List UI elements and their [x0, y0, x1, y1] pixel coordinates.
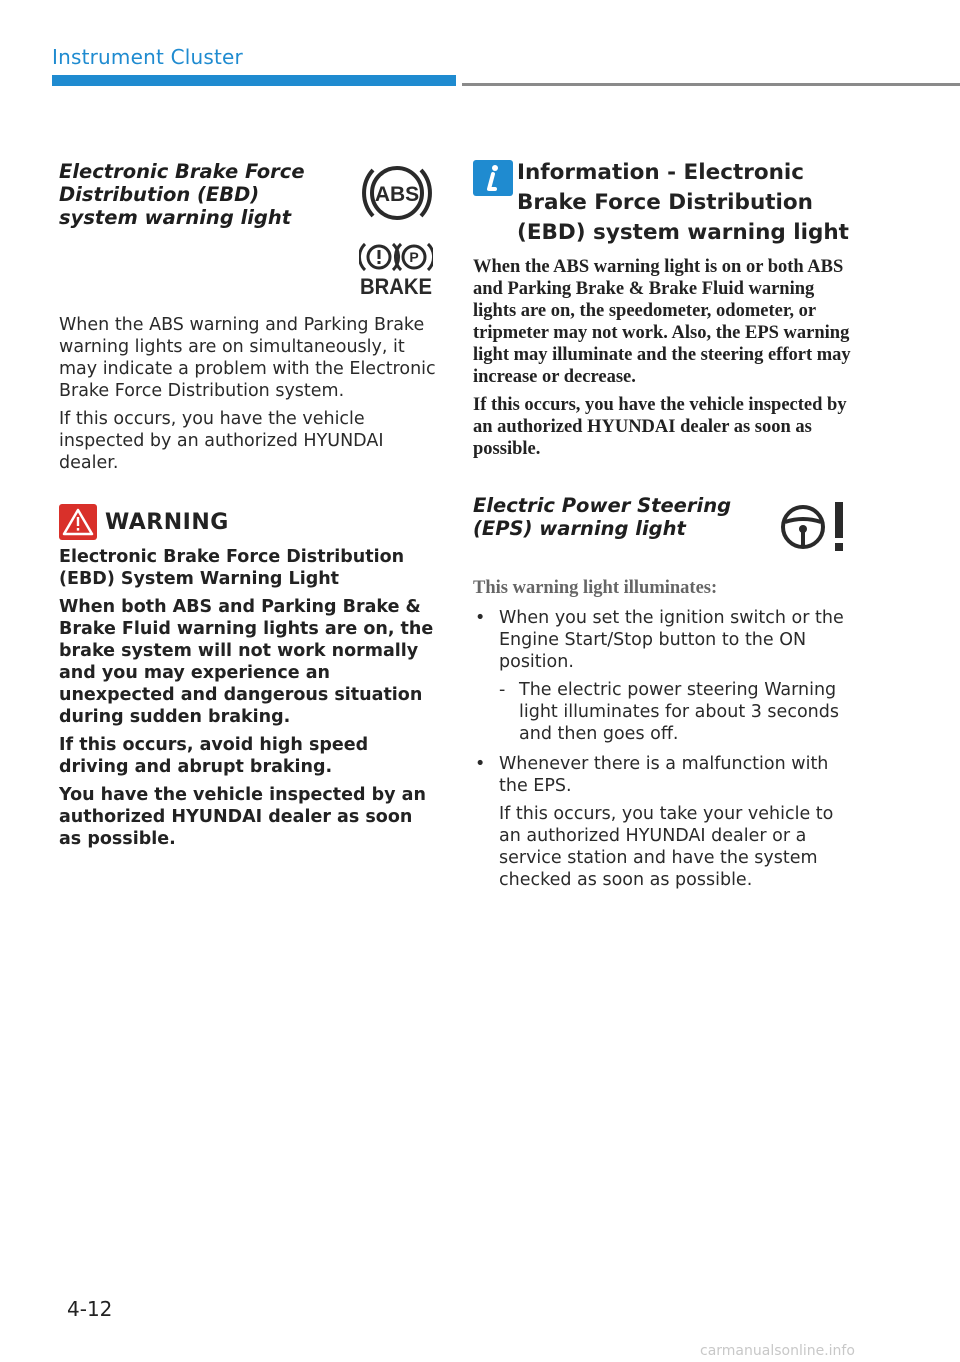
brake-icon-label: BRAKE	[360, 274, 432, 296]
bullet-marker: •	[475, 754, 486, 774]
eps-illuminates-label: This warning light illuminates:	[473, 578, 718, 598]
abs-icon-label: ABS	[374, 183, 420, 206]
eps-continuation: If this occurs, you take your vehicle to an authorized HYUNDAI dealer or a service station and have the system checked as soon as possible.	[499, 804, 834, 890]
ebd-paragraph-1: When the ABS warning and Parking Brake warning lights are on simultaneously, it may indicate a problem with the Electronic Brake Force Distribution system.	[59, 315, 436, 401]
ebd-section-header	[59, 158, 437, 308]
ebd-body	[59, 314, 437, 474]
eps-bullet-2-text: Whenever there is a malfunction with the EPS.	[499, 754, 829, 796]
bullet-marker: •	[475, 608, 486, 628]
warning-paragraph-2: When both ABS and Parking Brake & Brake Fluid warning lights are on, the brake system will not work normally and you may experience an unexpected and dangerous situation during sudden braking.	[59, 597, 434, 727]
header-rule	[462, 83, 960, 86]
info-title: Information - Electronic Brake Force Distribution (EBD) system warning light	[517, 160, 849, 245]
warning-triangle-icon	[59, 504, 97, 540]
warning-paragraph-1: Electronic Brake Force Distribution (EBD) System Warning Light	[59, 547, 405, 589]
left-column	[59, 158, 437, 850]
brake-warning-icon	[359, 240, 433, 296]
eps-bullet-1-text: When you set the ignition switch or the Engine Start/Stop button to the ON position.	[499, 608, 844, 672]
info-paragraph-1: When the ABS warning light is on or both ABS and Parking Brake & Brake Fluid warning lights are on, the speedometer, odometer, or tripmeter may not work. Also, the EPS warning light may illuminate and the steering effort may increase or decrease.	[473, 257, 851, 387]
warning-paragraph-4: You have the vehicle inspected by an authorized HYUNDAI dealer as soon as possible.	[59, 785, 426, 849]
steering-wheel-warning-icon	[779, 498, 851, 556]
eps-sub-item-1-text: The electric power steering Warning light illuminates for about 3 seconds and then goes off.	[519, 680, 839, 744]
page-number: 4-12	[67, 1297, 113, 1321]
right-column	[473, 158, 853, 891]
svg-text:P: P	[409, 249, 419, 265]
section-title: Instrument Cluster	[52, 45, 243, 69]
info-paragraph-2: If this occurs, you have the vehicle inspected by an authorized HYUNDAI dealer as soon as possible.	[473, 395, 847, 459]
warning-box	[59, 504, 437, 850]
eps-heading: Electric Power Steering (EPS) warning light	[473, 494, 732, 540]
eps-section-header	[473, 494, 853, 572]
ebd-heading: Electronic Brake Force Distribution (EBD) system warning light	[59, 160, 305, 229]
warning-title: WARNING	[105, 509, 229, 535]
abs-warning-icon	[361, 160, 433, 224]
dash-marker: -	[499, 680, 506, 700]
watermark: carmanualsonline.info	[700, 1343, 855, 1359]
eps-sub-item-1	[473, 679, 853, 745]
eps-bullet-2	[473, 753, 853, 797]
warning-title-row	[59, 504, 437, 540]
info-title-row	[473, 158, 853, 248]
warning-paragraph-3: If this occurs, avoid high speed driving and abrupt braking.	[59, 735, 369, 777]
ebd-paragraph-2: If this occurs, you have the vehicle inspected by an authorized HYUNDAI dealer.	[59, 409, 384, 473]
eps-bullet-1	[473, 607, 853, 673]
header-rule-accent	[52, 75, 456, 86]
information-icon	[473, 160, 513, 196]
